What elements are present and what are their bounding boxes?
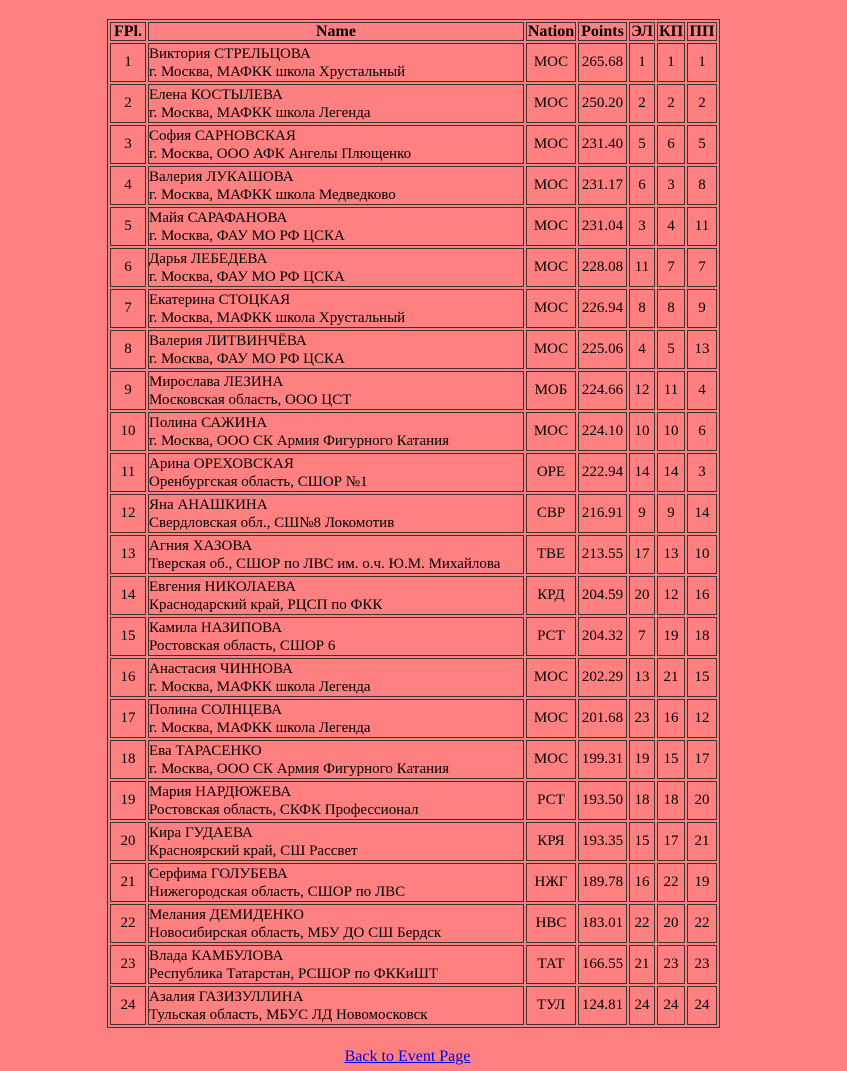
rank-cell: 16 (110, 658, 146, 697)
nation-cell: МОБ (526, 371, 576, 410)
points-cell: 199.31 (578, 740, 627, 779)
skater-club: Тульская область, МБУС ЛД Новомосковск (149, 1006, 428, 1023)
skater-club: Республика Татарстан, РСШОР по ФККиШТ (149, 965, 438, 982)
results-table (107, 19, 720, 1028)
nation-cell: МОС (526, 84, 576, 123)
free-program-rank-cell: 9 (687, 289, 717, 328)
free-program-rank-cell: 14 (687, 494, 717, 533)
free-program-rank-cell: 15 (687, 658, 717, 697)
free-program-rank-cell: 22 (687, 904, 717, 943)
short-program-rank-cell: 8 (657, 289, 685, 328)
skater-club: Свердловская обл., СШ№8 Локомотив (149, 514, 395, 531)
table-row (110, 207, 717, 246)
col-header-pp: ПП (687, 22, 717, 41)
elements-rank-cell: 20 (629, 576, 655, 615)
skater-club: г. Москва, ООО СК Армия Фигурного Катания (149, 760, 450, 777)
skater-name: Мария НАРДЮЖЕВА (149, 783, 292, 800)
skater-name: Полина САЖИНА (149, 414, 268, 431)
points-cell: 231.04 (578, 207, 627, 246)
nation-cell: МОС (526, 412, 576, 451)
skater-name: Влада КАМБУЛОВА (149, 947, 284, 964)
short-program-rank-cell: 18 (657, 781, 685, 820)
table-row (110, 699, 717, 738)
nation-cell: МОС (526, 740, 576, 779)
name-cell (148, 166, 524, 205)
skater-name: Арина ОРЕХОВСКАЯ (149, 455, 294, 472)
skater-name: Агния ХАЗОВА (149, 537, 253, 554)
skater-name: Виктория СТРЕЛЬЦОВА (149, 45, 311, 62)
short-program-rank-cell: 2 (657, 84, 685, 123)
short-program-rank-cell: 20 (657, 904, 685, 943)
rank-cell: 13 (110, 535, 146, 574)
skater-club: г. Москва, МАФКК школа Легенда (149, 719, 371, 736)
points-cell: 202.29 (578, 658, 627, 697)
table-row (110, 904, 717, 943)
short-program-rank-cell: 14 (657, 453, 685, 492)
skater-name: Камила НАЗИПОВА (149, 619, 283, 636)
table-row (110, 986, 717, 1025)
free-program-rank-cell: 11 (687, 207, 717, 246)
free-program-rank-cell: 5 (687, 125, 717, 164)
nation-cell: МОС (526, 289, 576, 328)
skater-club: Московская область, ООО ЦСТ (149, 391, 352, 408)
name-cell (148, 904, 524, 943)
name-cell (148, 740, 524, 779)
skater-club: г. Москва, ФАУ МО РФ ЦСКА (149, 268, 345, 285)
elements-rank-cell: 3 (629, 207, 655, 246)
skater-name: Серфима ГОЛУБЕВА (149, 865, 288, 882)
elements-rank-cell: 4 (629, 330, 655, 369)
elements-rank-cell: 7 (629, 617, 655, 656)
table-row (110, 125, 717, 164)
short-program-rank-cell: 7 (657, 248, 685, 287)
col-header-nation: Nation (527, 23, 575, 40)
nation-cell: ТАТ (526, 945, 576, 984)
skater-club: г. Москва, МАФКК школа Легенда (149, 104, 371, 121)
skater-club: г. Москва, МАФКК школа Медведково (149, 186, 396, 203)
nation-cell: МОС (526, 248, 576, 287)
col-header-name: Name (148, 22, 524, 41)
skater-club: Нижегородская область, СШОР по ЛВС (149, 883, 406, 900)
short-program-rank-cell: 6 (657, 125, 685, 164)
skater-club: г. Москва, МАФКК школа Легенда (149, 678, 371, 695)
name-cell (148, 330, 524, 369)
nation-cell: КРЯ (526, 822, 576, 861)
free-program-rank-cell: 8 (687, 166, 717, 205)
free-program-rank-cell: 10 (687, 535, 717, 574)
elements-rank-cell: 1 (629, 43, 655, 82)
table-row (110, 658, 717, 697)
rank-cell: 10 (110, 412, 146, 451)
table-row (110, 43, 717, 82)
name-cell (148, 535, 524, 574)
short-program-rank-cell: 23 (657, 945, 685, 984)
skater-name: София САРНОВСКАЯ (149, 127, 296, 144)
skater-club: г. Москва, ООО СК Армия Фигурного Катания (149, 432, 450, 449)
skater-name: Кира ГУДАЕВА (149, 824, 253, 841)
rank-cell: 3 (110, 125, 146, 164)
nation-cell: НЖГ (526, 863, 576, 902)
nation-cell: МОС (526, 43, 576, 82)
elements-rank-cell: 21 (629, 945, 655, 984)
skater-name: Яна АНАШКИНА (149, 496, 268, 513)
elements-rank-cell: 12 (629, 371, 655, 410)
elements-rank-cell: 24 (629, 986, 655, 1025)
name-cell (148, 576, 524, 615)
free-program-rank-cell: 21 (687, 822, 717, 861)
free-program-rank-cell: 1 (687, 43, 717, 82)
skater-club: г. Москва, ФАУ МО РФ ЦСКА (149, 227, 345, 244)
short-program-rank-cell: 9 (657, 494, 685, 533)
col-header-el: ЭЛ (629, 22, 655, 41)
points-cell: 265.68 (578, 43, 627, 82)
skater-club: Новосибирская область, МБУ ДО СШ Бердск (149, 924, 442, 941)
skater-club: Оренбургская область, СШОР №1 (149, 473, 368, 490)
results-page (107, 19, 715, 1066)
name-cell (148, 863, 524, 902)
name-cell (148, 699, 524, 738)
free-program-rank-cell: 17 (687, 740, 717, 779)
short-program-rank-cell: 4 (657, 207, 685, 246)
points-cell: 213.55 (578, 535, 627, 574)
skater-name: Ева ТАРАСЕНКО (149, 742, 262, 759)
points-cell: 231.40 (578, 125, 627, 164)
rank-cell: 12 (110, 494, 146, 533)
short-program-rank-cell: 5 (657, 330, 685, 369)
nation-cell: МОС (526, 658, 576, 697)
col-header-points: Points (578, 22, 627, 41)
short-program-rank-cell: 16 (657, 699, 685, 738)
name-cell (148, 125, 524, 164)
short-program-rank-cell: 21 (657, 658, 685, 697)
points-cell: 216.91 (578, 494, 627, 533)
nation-cell: ОРЕ (526, 453, 576, 492)
rank-cell: 6 (110, 248, 146, 287)
free-program-rank-cell: 18 (687, 617, 717, 656)
name-cell (148, 658, 524, 697)
short-program-rank-cell: 19 (657, 617, 685, 656)
elements-rank-cell: 14 (629, 453, 655, 492)
short-program-rank-cell: 24 (657, 986, 685, 1025)
table-row (110, 412, 717, 451)
short-program-rank-cell: 1 (657, 43, 685, 82)
nation-cell: МОС (526, 125, 576, 164)
elements-rank-cell: 13 (629, 658, 655, 697)
elements-rank-cell: 19 (629, 740, 655, 779)
rank-cell: 20 (110, 822, 146, 861)
table-row (110, 535, 717, 574)
name-cell (148, 289, 524, 328)
rank-cell: 1 (110, 43, 146, 82)
points-cell: 204.32 (578, 617, 627, 656)
rank-cell: 8 (110, 330, 146, 369)
free-program-rank-cell: 4 (687, 371, 717, 410)
table-row (110, 494, 717, 533)
points-cell: 193.50 (578, 781, 627, 820)
elements-rank-cell: 18 (629, 781, 655, 820)
short-program-rank-cell: 11 (657, 371, 685, 410)
skater-name: Азалия ГАЗИЗУЛЛИНА (149, 988, 304, 1005)
free-program-rank-cell: 12 (687, 699, 717, 738)
skater-name: Анастасия ЧИННОВА (149, 660, 293, 677)
points-cell: 225.06 (578, 330, 627, 369)
free-program-rank-cell: 7 (687, 248, 717, 287)
skater-name: Мелания ДЕМИДЕНКО (149, 906, 304, 923)
nation-cell: МОС (526, 699, 576, 738)
points-cell: 231.17 (578, 166, 627, 205)
table-row (110, 781, 717, 820)
short-program-rank-cell: 13 (657, 535, 685, 574)
free-program-rank-cell: 3 (687, 453, 717, 492)
free-program-rank-cell: 2 (687, 84, 717, 123)
name-cell (148, 617, 524, 656)
table-row (110, 166, 717, 205)
nation-cell: ТВЕ (526, 535, 576, 574)
nation-cell: КРД (526, 576, 576, 615)
skater-name: Евгения НИКОЛАЕВА (149, 578, 297, 595)
skater-club: Красноярский край, СШ Рассвет (149, 842, 358, 859)
rank-cell: 19 (110, 781, 146, 820)
skater-name: Дарья ЛЕБЕДЕВА (149, 250, 268, 267)
table-row (110, 740, 717, 779)
skater-name: Полина СОЛНЦЕВА (149, 701, 283, 718)
skater-club: г. Москва, ООО АФК Ангелы Плющенко (149, 145, 412, 162)
table-row (110, 576, 717, 615)
nation-cell: РСТ (526, 617, 576, 656)
table-row (110, 289, 717, 328)
skater-club: Ростовская область, СКФК Профессионал (149, 801, 419, 818)
short-program-rank-cell: 17 (657, 822, 685, 861)
nation-cell: МОС (526, 207, 576, 246)
free-program-rank-cell: 6 (687, 412, 717, 451)
rank-cell: 7 (110, 289, 146, 328)
points-cell: 201.68 (578, 699, 627, 738)
name-cell (148, 986, 524, 1025)
skater-name: Екатерина СТОЦКАЯ (149, 291, 291, 308)
table-row (110, 453, 717, 492)
name-cell (148, 371, 524, 410)
elements-rank-cell: 8 (629, 289, 655, 328)
skater-club: Краснодарский край, РЦСП по ФКК (149, 596, 383, 613)
name-cell (148, 494, 524, 533)
skater-name: Валерия ЛИТВИНЧЁВА (149, 332, 307, 349)
nation-cell: ТУЛ (526, 986, 576, 1025)
name-cell (148, 43, 524, 82)
table-row (110, 617, 717, 656)
rank-cell: 11 (110, 453, 146, 492)
rank-cell: 15 (110, 617, 146, 656)
rank-cell: 24 (110, 986, 146, 1025)
table-row (110, 84, 717, 123)
points-cell: 224.10 (578, 412, 627, 451)
skater-name: Майя САРАФАНОВА (149, 209, 288, 226)
footer (107, 1048, 708, 1066)
free-program-rank-cell: 19 (687, 863, 717, 902)
name-cell (148, 248, 524, 287)
rank-cell: 21 (110, 863, 146, 902)
table-row (110, 863, 717, 902)
rank-cell: 14 (110, 576, 146, 615)
elements-rank-cell: 16 (629, 863, 655, 902)
elements-rank-cell: 22 (629, 904, 655, 943)
name-cell (148, 822, 524, 861)
free-program-rank-cell: 16 (687, 576, 717, 615)
elements-rank-cell: 10 (629, 412, 655, 451)
rank-cell: 5 (110, 207, 146, 246)
rank-cell: 17 (110, 699, 146, 738)
elements-rank-cell: 15 (629, 822, 655, 861)
free-program-rank-cell: 13 (687, 330, 717, 369)
nation-cell: МОС (526, 166, 576, 205)
free-program-rank-cell: 23 (687, 945, 717, 984)
nation-cell: МОС (526, 330, 576, 369)
name-cell (148, 84, 524, 123)
points-cell: 183.01 (578, 904, 627, 943)
skater-club: г. Москва, ФАУ МО РФ ЦСКА (149, 350, 345, 367)
nation-cell: НВС (526, 904, 576, 943)
col-header-kp: КП (658, 23, 684, 40)
header-row (110, 22, 717, 41)
rank-cell: 22 (110, 904, 146, 943)
points-cell: 166.55 (578, 945, 627, 984)
points-cell: 204.59 (578, 576, 627, 615)
elements-rank-cell: 9 (629, 494, 655, 533)
points-cell: 124.81 (578, 986, 627, 1025)
skater-club: Ростовская область, СШОР 6 (149, 637, 336, 654)
elements-rank-cell: 23 (629, 699, 655, 738)
skater-club: г. Москва, МАФКК школа Хрустальный (149, 63, 406, 80)
nation-cell: РСТ (526, 781, 576, 820)
points-cell: 226.94 (578, 289, 627, 328)
elements-rank-cell: 11 (629, 248, 655, 287)
points-cell: 222.94 (578, 453, 627, 492)
name-cell (148, 207, 524, 246)
name-cell (148, 781, 524, 820)
name-cell (148, 453, 524, 492)
elements-rank-cell: 6 (629, 166, 655, 205)
elements-rank-cell: 2 (629, 84, 655, 123)
skater-name: Мирослава ЛЕЗИНА (149, 373, 284, 390)
elements-rank-cell: 17 (629, 535, 655, 574)
points-cell: 224.66 (578, 371, 627, 410)
points-cell: 228.08 (578, 248, 627, 287)
table-row (110, 945, 717, 984)
short-program-rank-cell: 10 (657, 412, 685, 451)
skater-name: Елена КОСТЫЛЕВА (149, 86, 283, 103)
col-header-fpl: FPl. (110, 22, 146, 41)
short-program-rank-cell: 22 (657, 863, 685, 902)
table-row (110, 248, 717, 287)
points-cell: 189.78 (578, 863, 627, 902)
elements-rank-cell: 5 (629, 125, 655, 164)
points-cell: 193.35 (578, 822, 627, 861)
free-program-rank-cell: 24 (687, 986, 717, 1025)
rank-cell: 2 (110, 84, 146, 123)
rank-cell: 9 (110, 371, 146, 410)
table-row (110, 371, 717, 410)
short-program-rank-cell: 12 (657, 576, 685, 615)
short-program-rank-cell: 3 (657, 166, 685, 205)
skater-club: Тверская об., СШОР по ЛВС им. о.ч. Ю.М. Михайлова (149, 555, 501, 572)
points-cell: 250.20 (578, 84, 627, 123)
nation-cell: СВР (526, 494, 576, 533)
table-row (110, 822, 717, 861)
rank-cell: 4 (110, 166, 146, 205)
short-program-rank-cell: 15 (657, 740, 685, 779)
skater-club: г. Москва, МАФКК школа Хрустальный (149, 309, 406, 326)
free-program-rank-cell: 20 (687, 781, 717, 820)
name-cell (148, 945, 524, 984)
rank-cell: 18 (110, 740, 146, 779)
name-cell (148, 412, 524, 451)
rank-cell: 23 (110, 945, 146, 984)
back-to-event-link[interactable]: Back to Event Page (344, 1048, 471, 1065)
table-row (110, 330, 717, 369)
skater-name: Валерия ЛУКАШОВА (149, 168, 294, 185)
